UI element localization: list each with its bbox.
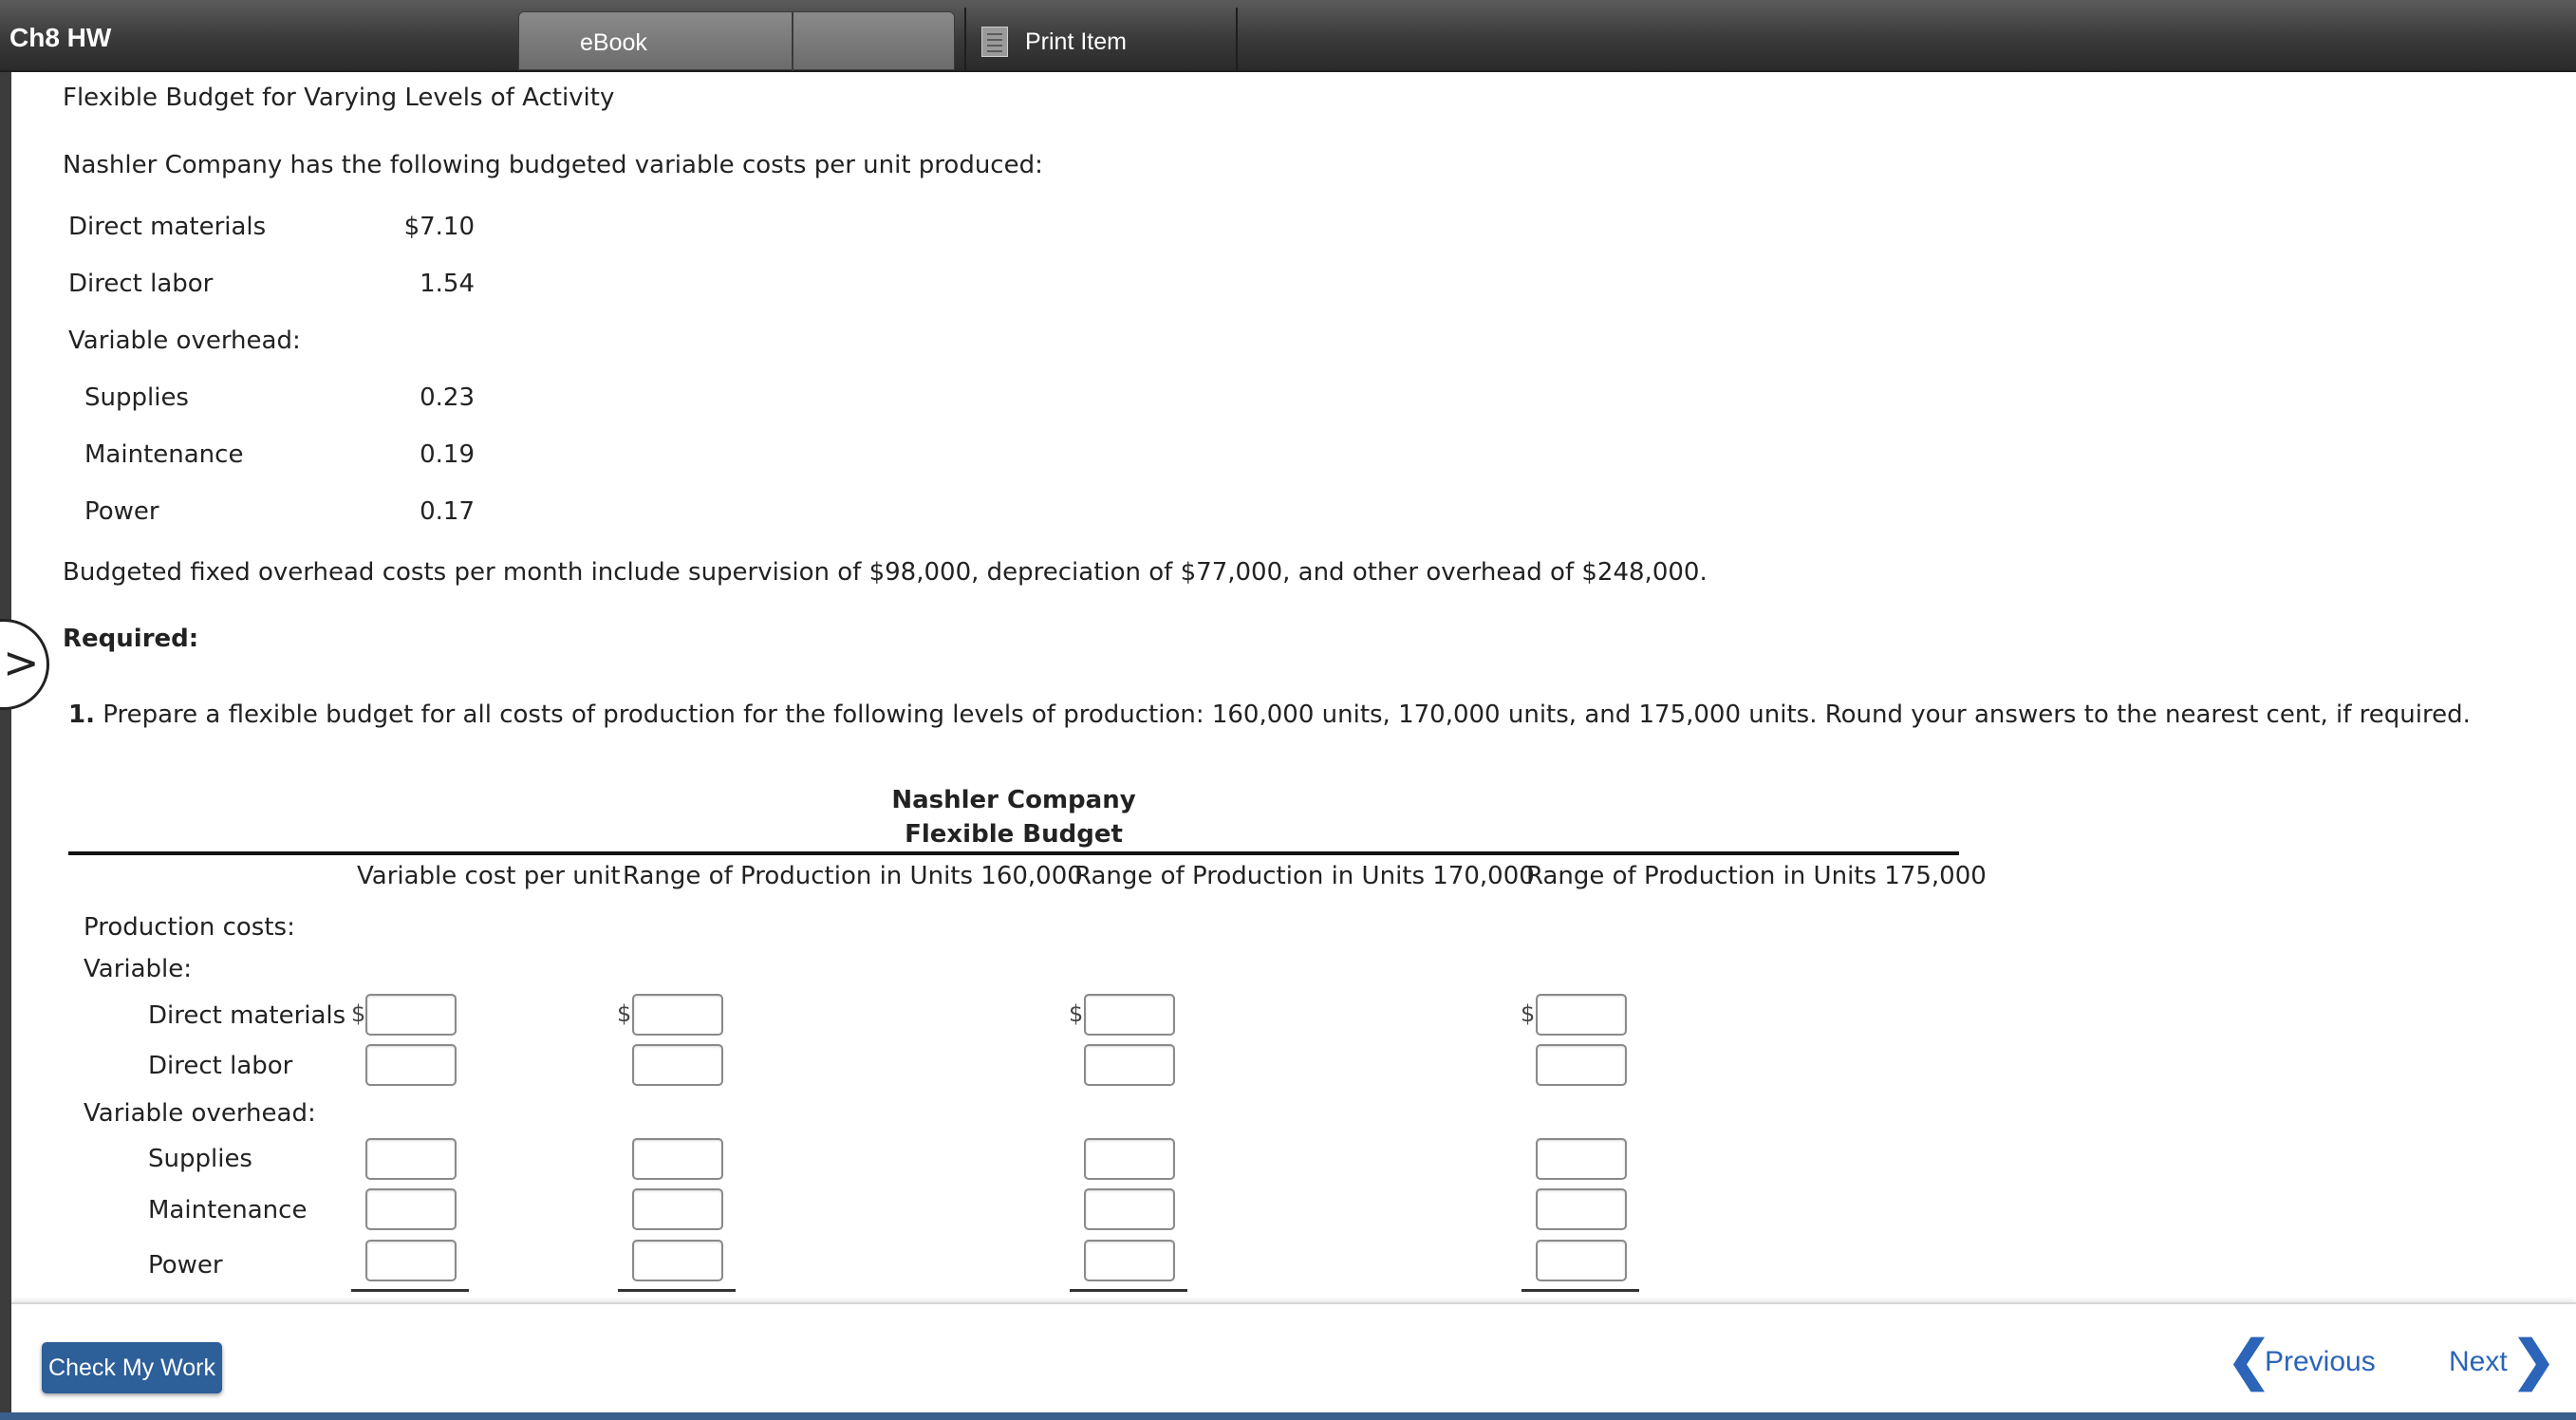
expand-panel-button[interactable] bbox=[0, 619, 49, 710]
chevron-right-icon: ❯ bbox=[2511, 1330, 2556, 1390]
requirement-number: 1. bbox=[68, 701, 95, 729]
problem-title: Flexible Budget for Varying Levels of Activity bbox=[63, 84, 615, 112]
maintenance-160000-input[interactable] bbox=[632, 1188, 723, 1230]
direct-labor-175000-input[interactable] bbox=[1536, 1044, 1627, 1086]
maintenance-cost-per-unit-input[interactable] bbox=[365, 1188, 457, 1230]
print-item-button[interactable] bbox=[964, 8, 1238, 72]
currency-symbol: $ bbox=[1069, 1000, 1084, 1027]
cost-label: Maintenance bbox=[84, 440, 244, 469]
row-label: Power bbox=[148, 1251, 223, 1280]
column-header: Variable cost per unit bbox=[357, 862, 621, 890]
column-header: Range of Production in Units 160,000 bbox=[623, 862, 1083, 890]
chevron-left-icon: ❮ bbox=[2227, 1330, 2271, 1390]
print-item-label: Print Item bbox=[1025, 28, 1127, 55]
direct-labor-cost-per-unit-input[interactable] bbox=[365, 1044, 457, 1086]
power-160000-input[interactable] bbox=[632, 1240, 723, 1281]
direct-materials-170000-input[interactable] bbox=[1084, 994, 1175, 1036]
problem-intro: Nashler Company has the following budgeted variable costs per unit produced: bbox=[63, 151, 1043, 179]
direct-materials-cost-per-unit-input[interactable] bbox=[365, 994, 457, 1036]
previous-label: Previous bbox=[2265, 1346, 2376, 1377]
cost-value: 0.19 bbox=[420, 440, 475, 469]
supplies-175000-input[interactable] bbox=[1536, 1138, 1627, 1180]
supplies-160000-input[interactable] bbox=[632, 1138, 723, 1180]
currency-symbol: $ bbox=[617, 1000, 632, 1027]
direct-labor-160000-input[interactable] bbox=[632, 1044, 723, 1086]
previous-button[interactable] bbox=[2227, 1330, 2376, 1397]
row-label: Direct labor bbox=[148, 1052, 293, 1080]
budget-company: Nashler Company bbox=[891, 786, 1136, 814]
power-cost-per-unit-input[interactable] bbox=[365, 1240, 457, 1281]
check-my-work-button[interactable]: Check My Work bbox=[42, 1342, 222, 1393]
tab-divider bbox=[792, 12, 793, 71]
print-document-icon bbox=[981, 27, 1008, 57]
footer-bar bbox=[11, 1302, 2576, 1420]
cost-label: Direct labor bbox=[68, 270, 214, 298]
section-label: Production costs: bbox=[84, 913, 295, 942]
row-label: Supplies bbox=[148, 1145, 252, 1173]
requirement-1 bbox=[68, 701, 2471, 729]
section-label: Variable overhead: bbox=[84, 1099, 316, 1128]
maintenance-170000-input[interactable] bbox=[1084, 1188, 1175, 1230]
required-heading: Required: bbox=[63, 625, 199, 653]
column-header: Range of Production in Units 175,000 bbox=[1526, 862, 1987, 890]
budget-title: Flexible Budget bbox=[905, 820, 1123, 849]
ebook-tab-label: eBook bbox=[580, 29, 647, 56]
chevron-right-icon: > bbox=[3, 637, 40, 688]
power-175000-input[interactable] bbox=[1536, 1240, 1627, 1281]
power-170000-input[interactable] bbox=[1084, 1240, 1175, 1281]
cost-value: 0.17 bbox=[420, 497, 475, 526]
cost-label: Power bbox=[84, 497, 159, 526]
row-label: Maintenance bbox=[148, 1196, 308, 1224]
cost-label: Variable overhead: bbox=[68, 327, 301, 355]
assignment-title: Ch8 HW bbox=[9, 23, 112, 52]
cost-value: $7.10 bbox=[403, 213, 475, 241]
column-underline bbox=[1521, 1289, 1639, 1292]
next-button[interactable] bbox=[2449, 1330, 2556, 1397]
supplies-170000-input[interactable] bbox=[1084, 1138, 1175, 1180]
cost-label: Direct materials bbox=[68, 213, 267, 241]
ebook-tab[interactable] bbox=[518, 11, 955, 70]
supplies-cost-per-unit-input[interactable] bbox=[365, 1138, 457, 1180]
budget-header-rule bbox=[68, 851, 1959, 855]
left-panel-edge bbox=[0, 72, 11, 1420]
direct-materials-175000-input[interactable] bbox=[1536, 994, 1627, 1036]
cost-value: 1.54 bbox=[420, 270, 475, 298]
maintenance-175000-input[interactable] bbox=[1536, 1188, 1627, 1230]
row-label: Direct materials bbox=[148, 1001, 346, 1030]
requirement-text: Prepare a flexible budget for all costs of production for the following levels of production: 160,000 units, 170,000 units, and 175,000 units. Round your answers to the nearest cent, if required. bbox=[103, 701, 2471, 729]
footer-edge bbox=[0, 1412, 2576, 1420]
direct-materials-160000-input[interactable] bbox=[632, 994, 723, 1036]
column-underline bbox=[618, 1289, 736, 1292]
cost-value: 0.23 bbox=[420, 383, 475, 412]
column-header: Range of Production in Units 170,000 bbox=[1074, 862, 1535, 890]
fixed-overhead-text: Budgeted fixed overhead costs per month include supervision of $98,000, depreciation of $77,000, and other overhead of $248,000. bbox=[63, 558, 1708, 587]
top-bar bbox=[0, 0, 2576, 72]
column-underline bbox=[1070, 1289, 1187, 1292]
column-underline bbox=[351, 1289, 469, 1292]
section-label: Variable: bbox=[84, 955, 193, 983]
currency-symbol: $ bbox=[351, 1000, 366, 1027]
cost-label: Supplies bbox=[84, 383, 189, 412]
currency-symbol: $ bbox=[1521, 1000, 1536, 1027]
next-label: Next bbox=[2449, 1346, 2508, 1377]
direct-labor-170000-input[interactable] bbox=[1084, 1044, 1175, 1086]
